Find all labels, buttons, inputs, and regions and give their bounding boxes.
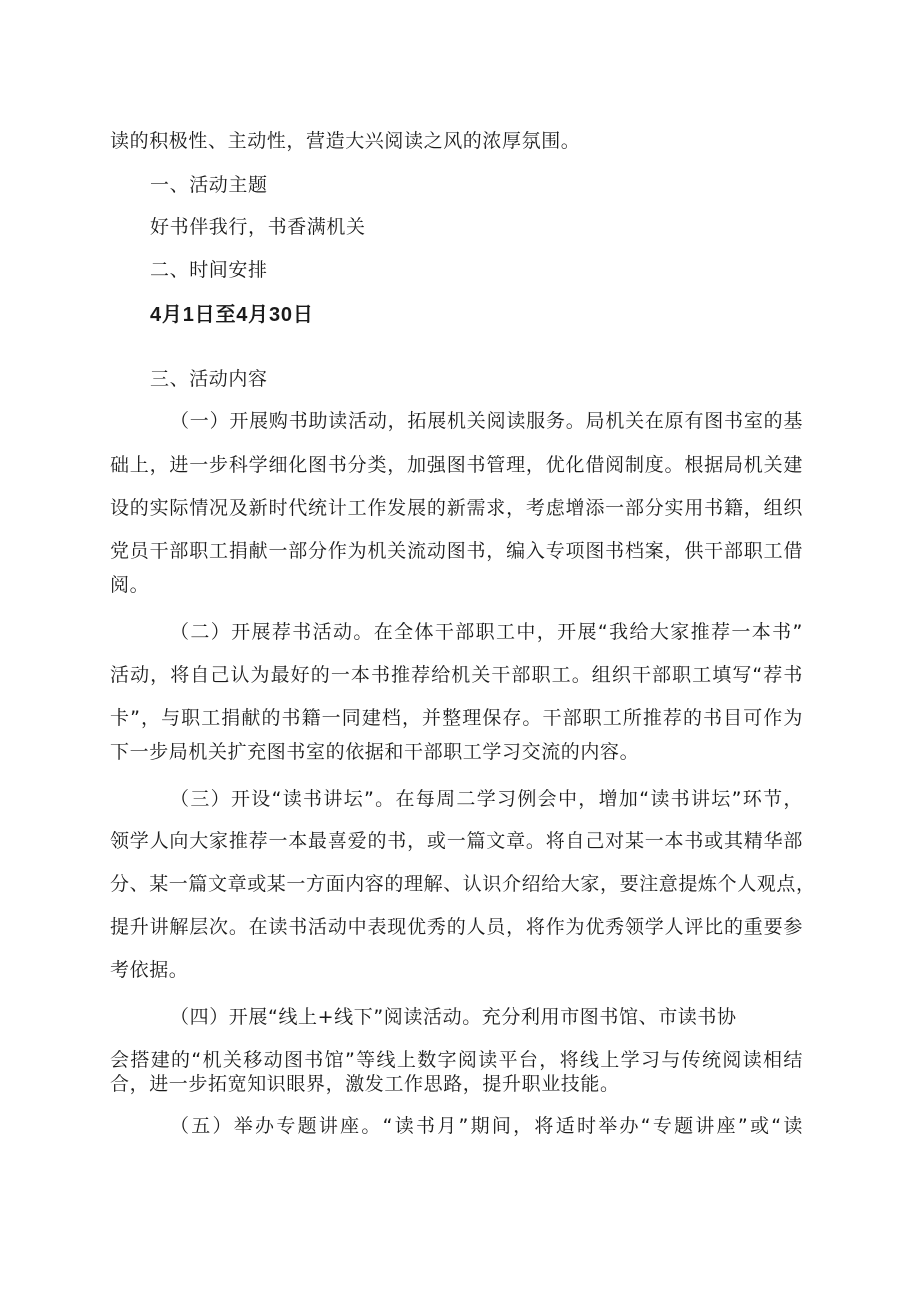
para1-line: 阅。	[110, 574, 150, 596]
section1-heading: 一、活动主题	[150, 174, 268, 196]
para2-line: 卡”，与职工捐献的书籍一同建档，并整理保存。干部职工所推荐的书目可作为	[110, 707, 803, 729]
para2-line: （二）开展荐书活动。在全体干部职工中，开展“我给大家推荐一本书”	[170, 621, 803, 643]
para1-line: （一）开展购书助读活动，拓展机关阅读服务。局机关在原有图书室的基	[170, 410, 803, 432]
para1-line: 础上，进一步科学细化图书分类，加强图书管理，优化借阅制度。根据局机关建	[110, 454, 803, 476]
para4-line: （四）开展“线上+线下”阅读活动。充分利用市图书馆、市读书协	[170, 1006, 737, 1028]
para3-line: 领学人向大家推荐一本最喜爱的书，或一篇文章。将自己对某一本书或其精华部	[110, 830, 803, 852]
para1-line: 设的实际情况及新时代统计工作发展的新需求，考虑增添一部分实用书籍，组织	[110, 497, 803, 519]
intro-tail-text: 读的积极性、主动性，营造大兴阅读之风的浓厚氛围。	[110, 130, 581, 152]
para5-line: （五）举办专题讲座。“读书月”期间，将适时举办“专题讲座”或“读	[170, 1115, 803, 1137]
section3-heading: 三、活动内容	[150, 368, 268, 390]
section2-body: 4月1日至4月30日	[150, 304, 314, 326]
para4-line: 会搭建的“机关移动图书馆”等线上数字阅读平台，将线上学习与传统阅读相结	[110, 1049, 803, 1071]
para3-line: 考依据。	[110, 959, 189, 981]
para2-line: 活动，将自己认为最好的一本书推荐给机关干部职工。组织干部职工填写“荐书	[110, 664, 803, 686]
para2-line: 下一步局机关扩充图书室的依据和干部职工学习交流的内容。	[110, 741, 640, 763]
para4-line: 合，进一步拓宽知识眼界，激发工作思路，提升职业技能。	[110, 1073, 620, 1095]
section1-body: 好书伴我行，书香满机关	[150, 216, 366, 238]
section2-heading: 二、时间安排	[150, 259, 268, 281]
para3-line: （三）开设“读书讲坛”。在每周二学习例会中，增加“读书讲坛”环节，	[170, 788, 803, 810]
para3-line: 分、某一篇文章或某一方面内容的理解、认识介绍给大家，要注意提炼个人观点，	[110, 873, 816, 895]
para3-line: 提升讲解层次。在读书活动中表现优秀的人员，将作为优秀领学人评比的重要参	[110, 916, 803, 938]
para1-line: 党员干部职工捐献一部分作为机关流动图书，编入专项图书档案，供干部职工借	[110, 540, 803, 562]
